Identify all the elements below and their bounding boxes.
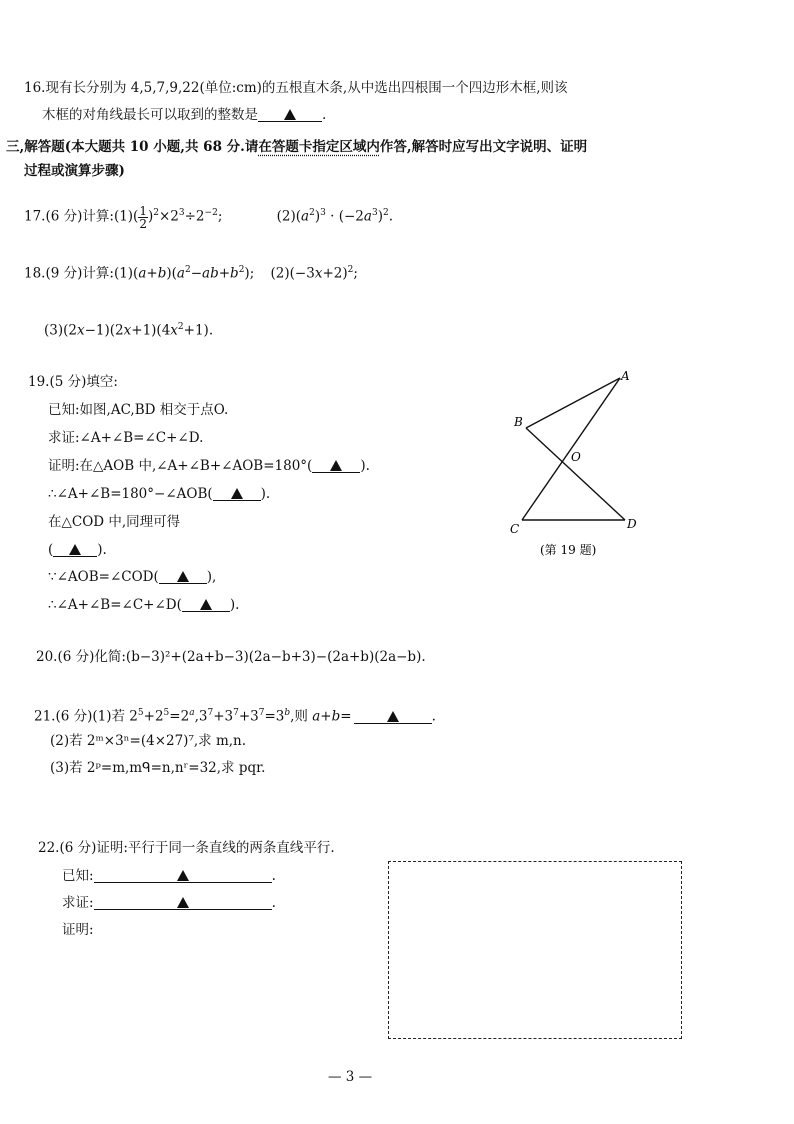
q22-prove: 求证: . xyxy=(62,895,276,911)
q17-number: 17.(6 分)计算: xyxy=(24,208,114,225)
q21-number: 21.(6 分) xyxy=(34,708,93,725)
answer-blank xyxy=(213,485,261,501)
answer-drawing-box[interactable] xyxy=(388,861,682,1039)
triangle-marker-icon xyxy=(200,599,212,610)
q19-proof5: ∵∠AOB=∠COD( ), xyxy=(48,569,217,585)
q19-number: 19.(5 分)填空: xyxy=(28,374,118,390)
q16-line2: 木框的对角线最长可以取到的整数是 . xyxy=(42,107,327,123)
q18-number: 18.(9 分)计算: xyxy=(24,265,114,282)
q19-prove: 求证:∠A+∠B=∠C+∠D. xyxy=(48,430,204,446)
q22-proof: 证明: xyxy=(62,922,94,938)
section-title-part1: 解答题(本大题共 10 小题,共 68 分.请 xyxy=(24,139,259,155)
q19-proof3: 在△COD 中,同理可得 xyxy=(48,514,181,530)
q19-proof2-text: ∴∠A+∠B=180°−∠AOB( xyxy=(48,486,213,502)
section-emph-text: 在答题卡指定区域内 xyxy=(258,139,380,155)
segment-AC xyxy=(522,378,620,520)
q19-proof1-text: 证明:在△AOB 中,∠A+∠B+∠AOB=180°( xyxy=(48,458,313,474)
label-B: B xyxy=(514,415,523,429)
answer-blank xyxy=(182,596,230,612)
answer-blank xyxy=(312,457,360,473)
q19-figure xyxy=(500,368,660,558)
triangle-marker-icon xyxy=(177,870,189,881)
answer-blank xyxy=(53,541,97,557)
label-D: D xyxy=(627,517,637,531)
section-heading-line2: 过程或演算步骤) xyxy=(24,163,125,179)
q19-proof1: 证明:在△AOB 中,∠A+∠B+∠AOB=180°( ). xyxy=(48,458,370,474)
q19-proof6: ∴∠A+∠B=∠C+∠D( ). xyxy=(48,597,240,613)
section-heading: 三,解答题(本大题共 10 小题,共 68 分.请在答题卡指定区域内作答,解答时应写出文字说明、证明 xyxy=(6,139,588,155)
q16-line1: 16.现有长分别为 4,5,7,9,22(单位:cm)的五根直木条,从中选出四根围一个四边形木框,则该 xyxy=(24,80,568,96)
section-title-emphasis xyxy=(258,139,380,155)
section-title-part2: 作答,解答时应写出文字说明、证明 xyxy=(379,139,588,155)
answer-blank xyxy=(94,894,272,910)
triangle-marker-icon xyxy=(330,460,342,471)
q19-proof6-text: ∴∠A+∠B=∠C+∠D( xyxy=(48,597,182,613)
triangle-marker-icon xyxy=(284,109,296,120)
label-A: A xyxy=(621,369,630,383)
segment-BA xyxy=(526,378,620,428)
triangle-marker-icon xyxy=(177,897,189,908)
label-C: C xyxy=(510,522,520,536)
q19-proof4: ( ). xyxy=(48,542,107,558)
q21-part1: 21.(6 分)(1)若 $2^5+2^5=2^a,3^7+3^7+3^7=3^b$,则 a+b= . xyxy=(34,708,436,725)
triangle-marker-icon xyxy=(387,711,399,722)
q17: 17.(6 分)计算:(1)( $\frac{1}{2}$ )$^2\times 2^3\div 2^{-2}$; $(2)(a^2)^3 \cdot (-2a^3)^2$. xyxy=(24,203,394,231)
q19-proof2: ∴∠A+∠B=180°−∠AOB( ). xyxy=(48,486,271,502)
q19-given: 已知:如图,AC,BD 相交于点O. xyxy=(48,402,229,418)
q21-part2: (2)若 2ᵐ×3ⁿ=(4×27)⁷,求 m,n. xyxy=(50,733,247,749)
answer-blank xyxy=(354,708,432,724)
fraction-one-half: $\frac{1}{2}$ xyxy=(139,203,147,231)
answer-blank xyxy=(159,568,207,584)
label-O: O xyxy=(571,450,581,464)
page-number: — 3 — xyxy=(328,1069,373,1085)
q22-prove-label: 求证: xyxy=(62,895,94,911)
answer-blank xyxy=(94,867,272,883)
q18-part3: $(3)(2x-1)(2x+1)(4x^2+1)$. xyxy=(44,322,214,339)
triangle-marker-icon xyxy=(231,488,243,499)
triangle-marker-icon xyxy=(69,544,81,555)
q22-given-label: 已知: xyxy=(62,868,94,884)
triangle-marker-icon xyxy=(177,571,189,582)
q22-given: 已知: . xyxy=(62,868,276,884)
q20: 20.(6 分)化简:(b−3)²+(2a+b−3)(2a−b+3)−(2a+b)(2a−b). xyxy=(36,649,426,665)
q16-line2-text: 木框的对角线最长可以取到的整数是 xyxy=(42,107,258,123)
q22: 22.(6 分)证明:平行于同一条直线的两条直线平行. xyxy=(38,840,335,856)
section-mark: 三 xyxy=(6,139,20,155)
q18: 18.(9 分)计算$:(1)(a+b)(a^2-ab+b^2)$; $(2)(-3x+2)^2$; xyxy=(24,265,358,282)
figure-caption: (第 19 题) xyxy=(540,543,597,557)
answer-blank xyxy=(258,106,322,122)
q21-part3: (3)若 2ᵖ=m,mᑫ=n,nʳ=32,求 pqr. xyxy=(50,760,266,776)
q19-proof5-text: ∵∠AOB=∠COD( xyxy=(48,569,159,585)
